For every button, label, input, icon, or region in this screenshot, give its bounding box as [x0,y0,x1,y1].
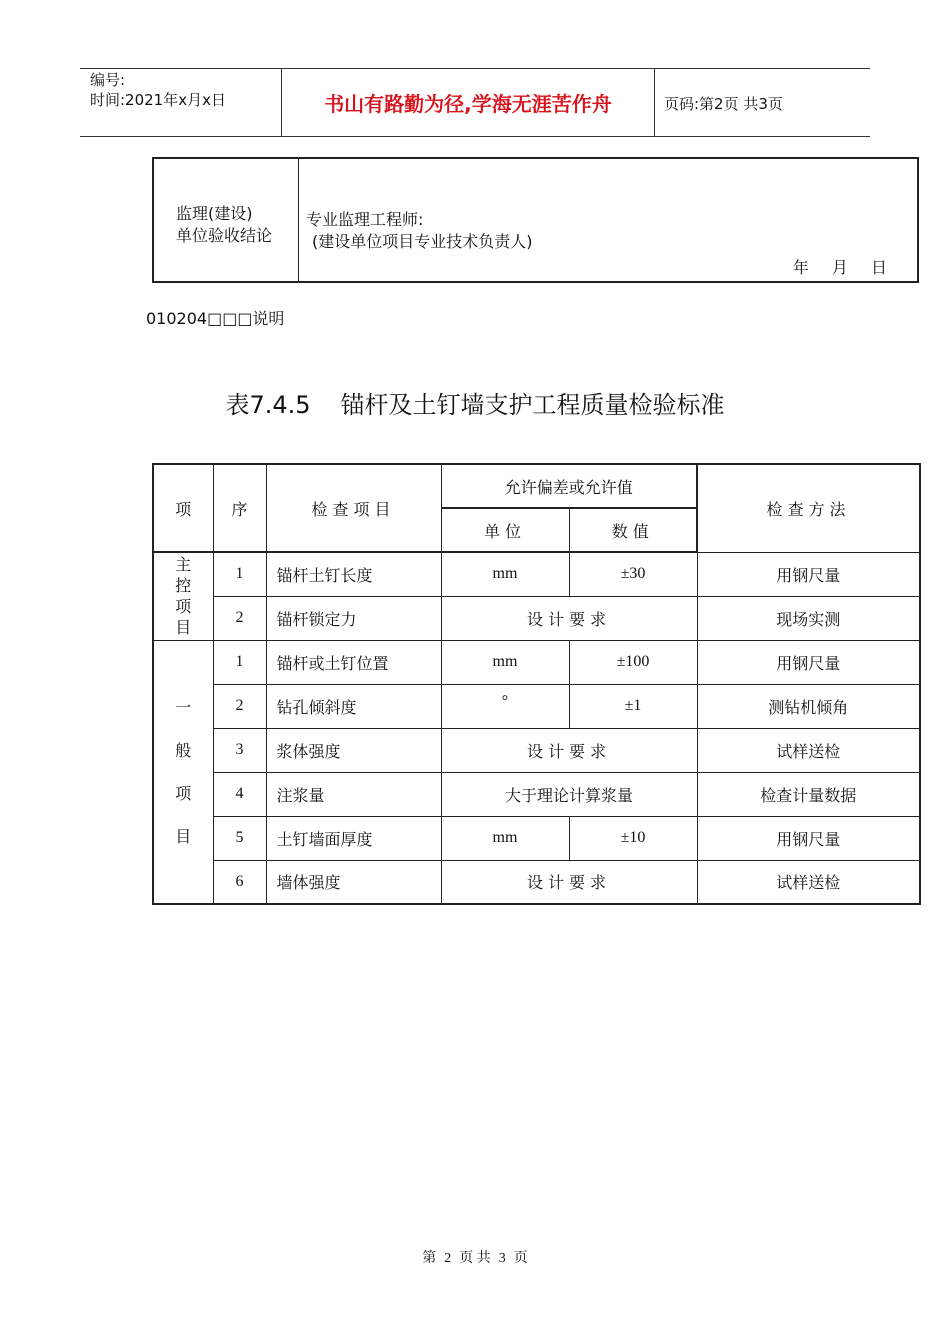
row-method: 试样送检 [697,860,920,904]
row-value: ±100 [569,640,697,684]
supervision-label [176,203,272,247]
header-item: 项 [153,464,213,552]
row-unit: mm [441,816,569,860]
header-check-item: 检查项目 [266,464,441,552]
group-general-char: 般 [175,740,192,760]
header-tolerance: 允许偏差或允许值 [441,464,697,508]
header-method: 检查方法 [697,464,920,552]
supervision-label-line1: 监理(建设) [176,204,253,223]
section-note: 010204□□□说明 [146,309,285,328]
row-method: 现场实测 [697,596,920,640]
footer-total-pages: 3 [498,1251,506,1266]
group-main-char: 控 [175,576,192,596]
row-value: ±10 [569,816,697,860]
header-motto: 书山有路勤为径,学海无涯苦作舟 [324,91,612,116]
header-unit: 单位 [441,508,569,552]
row-merged-requirement: 设计要求 [441,596,697,640]
row-seq: 6 [213,860,266,904]
header-seq: 序 [213,464,266,552]
row-name: 注浆量 [266,772,441,816]
row-value: ±1 [569,684,697,728]
header-value: 数值 [569,508,697,552]
row-method: 用钢尺量 [697,816,920,860]
row-seq: 4 [213,772,266,816]
row-unit: mm [441,552,569,596]
row-name: 锚杆土钉长度 [266,552,441,596]
row-name: 锚杆或土钉位置 [266,640,441,684]
supervision-label-line2: 单位验收结论 [176,226,273,245]
header-meta [90,70,226,110]
row-method: 用钢尺量 [697,552,920,596]
row-method: 测钻机倾角 [697,684,920,728]
footer-suffix: 页 [513,1251,528,1266]
footer-page-number: 2 [444,1251,452,1266]
row-method: 检查计量数据 [697,772,920,816]
inspection-standard-table [152,463,921,905]
row-seq: 2 [213,684,266,728]
date-year: 年 [792,258,811,277]
supervision-acceptance-box [152,157,919,283]
row-value: ±30 [569,552,697,596]
row-name: 钻孔倾斜度 [266,684,441,728]
row-method: 用钢尺量 [697,640,920,684]
row-seq: 2 [213,596,266,640]
supervision-divider [298,159,299,281]
owner-representative-label: (建设单位项目专业技术负责人) [312,232,533,251]
row-method: 试样送检 [697,728,920,772]
row-merged-requirement: 设计要求 [441,860,697,904]
page-footer [0,1247,950,1267]
row-unit: ° [441,684,569,728]
row-seq: 5 [213,816,266,860]
group-general-char: 目 [175,826,192,846]
row-name: 锚杆锁定力 [266,596,441,640]
date-month: 月 [831,258,850,277]
row-seq: 1 [213,552,266,596]
supervision-content [306,209,533,253]
table-title-text: 锚杆及土钉墙支护工程质量检验标准 [340,391,725,419]
row-seq: 1 [213,640,266,684]
number-label: 编号: [90,71,126,89]
group-general-char: 项 [175,783,192,803]
group-general [153,640,213,904]
group-main-char: 项 [175,597,192,617]
group-main-char: 目 [175,618,192,638]
group-main-control [153,552,213,640]
table-number: 表7.4.5 [225,391,311,419]
table-title [0,385,950,420]
header-bottom-rule [80,136,870,137]
row-name: 浆体强度 [266,728,441,772]
row-name: 墙体强度 [266,860,441,904]
supervision-date [779,255,889,278]
header-divider-right [654,68,655,136]
header-page-info: 页码:第2页 共3页 [664,95,783,113]
date-day: 日 [870,258,889,277]
row-merged-requirement: 设计要求 [441,728,697,772]
time-label: 时间:2021年x月x日 [90,91,226,109]
row-merged-requirement: 大于理论计算浆量 [441,772,697,816]
supervising-engineer-label: 专业监理工程师: [306,210,424,229]
footer-middle: 页 共 [459,1251,491,1266]
row-name: 土钉墙面厚度 [266,816,441,860]
group-main-char: 主 [175,555,192,575]
row-unit: mm [441,640,569,684]
footer-prefix: 第 [422,1251,437,1266]
group-general-char: 一 [175,697,192,717]
row-seq: 3 [213,728,266,772]
